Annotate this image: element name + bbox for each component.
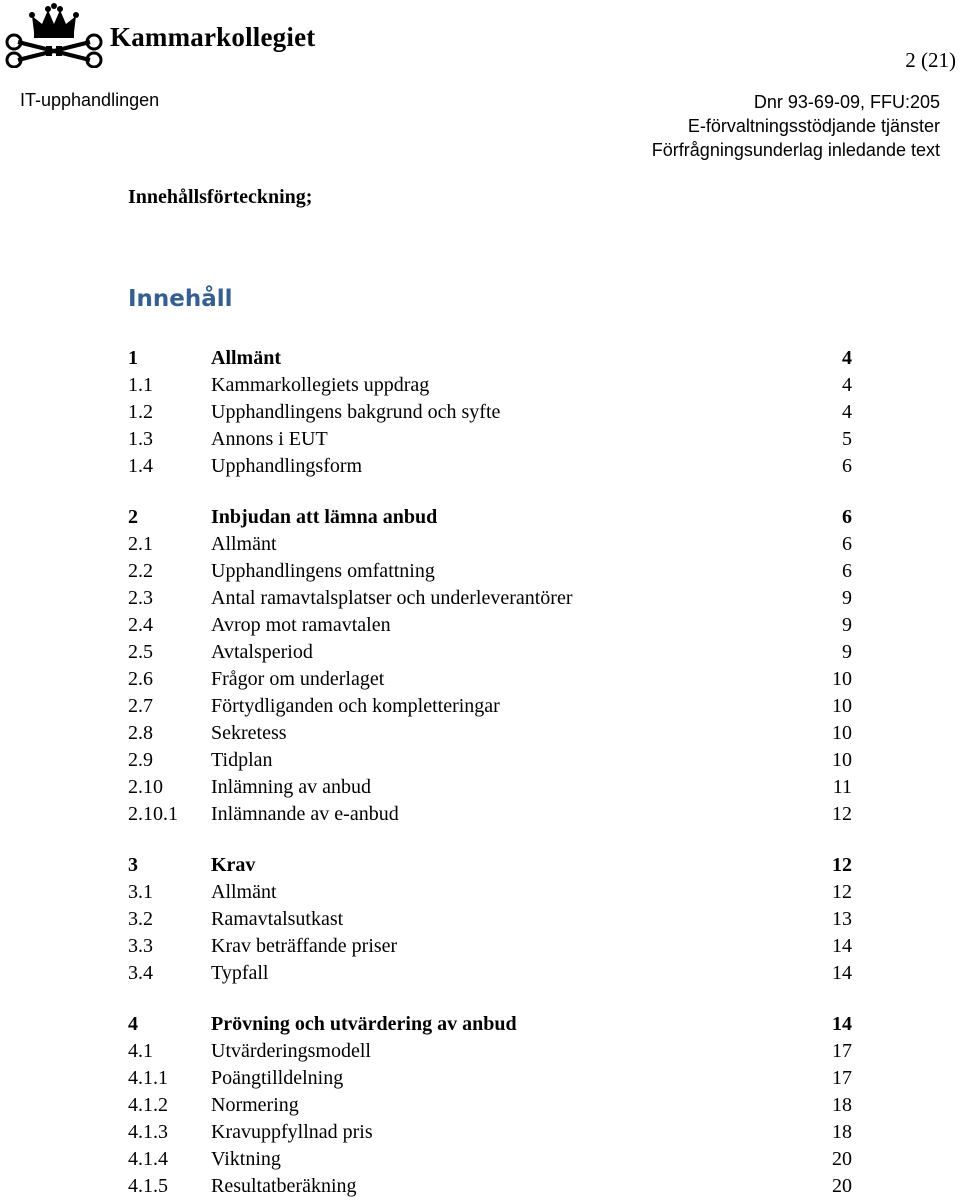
toc-entry-title: Krav bbox=[211, 854, 256, 876]
toc-entry-num: 3.1 bbox=[128, 881, 153, 903]
toc-entry-num: 3 bbox=[128, 854, 138, 876]
toc-entry[interactable] bbox=[128, 531, 852, 558]
toc-entry-page: 17 bbox=[832, 1067, 852, 1089]
contents-title: Innehåll bbox=[128, 286, 233, 312]
toc-entry-page: 12 bbox=[832, 854, 852, 876]
toc-entry[interactable] bbox=[128, 879, 852, 906]
toc-entry-page: 4 bbox=[842, 401, 852, 423]
kammarkollegiet-logo bbox=[4, 2, 315, 68]
toc-entry-page: 20 bbox=[832, 1175, 852, 1197]
toc-entry[interactable] bbox=[128, 1146, 852, 1173]
toc-entry-page: 10 bbox=[832, 668, 852, 690]
toc-entry[interactable] bbox=[128, 960, 852, 987]
toc-entry-num: 3.4 bbox=[128, 962, 153, 984]
toc-entry-title: Inlämning av anbud bbox=[211, 776, 371, 798]
toc-entry-page: 4 bbox=[842, 347, 852, 369]
toc-entry-num: 2.7 bbox=[128, 695, 153, 717]
toc-entry[interactable] bbox=[128, 774, 852, 801]
table-of-contents bbox=[128, 345, 852, 1200]
toc-entry-num: 2.10.1 bbox=[128, 803, 178, 825]
toc-entry-page: 6 bbox=[842, 506, 852, 528]
toc-entry-title: Typfall bbox=[211, 962, 269, 984]
toc-entry[interactable] bbox=[128, 1065, 852, 1092]
header-right-block bbox=[652, 90, 940, 162]
logo-text: Kammarkollegiet bbox=[110, 21, 316, 52]
toc-entry[interactable] bbox=[128, 1092, 852, 1119]
toc-entry[interactable] bbox=[128, 693, 852, 720]
toc-entry-title: Inlämnande av e-anbud bbox=[211, 803, 399, 825]
toc-entry-page: 10 bbox=[832, 695, 852, 717]
toc-entry[interactable] bbox=[128, 747, 852, 774]
header-dnr: Dnr 93-69-09, FFU:205 bbox=[753, 92, 940, 112]
toc-entry[interactable] bbox=[128, 1038, 852, 1065]
page-number: 2 (21) bbox=[905, 48, 956, 72]
toc-entry[interactable] bbox=[128, 852, 852, 879]
toc-entry[interactable] bbox=[128, 906, 852, 933]
toc-entry-title: Kravuppfyllnad pris bbox=[211, 1121, 373, 1143]
toc-entry-title: Upphandlingens omfattning bbox=[211, 560, 435, 582]
toc-entry-num: 3.3 bbox=[128, 935, 153, 957]
toc-entry-num: 2.3 bbox=[128, 587, 153, 609]
toc-entry-page: 14 bbox=[832, 1013, 852, 1035]
toc-entry-title: Förtydliganden och kompletteringar bbox=[211, 695, 500, 717]
toc-entry-title: Annons i EUT bbox=[211, 428, 328, 450]
toc-entry-num: 3.2 bbox=[128, 908, 153, 930]
toc-entry[interactable] bbox=[128, 666, 852, 693]
toc-entry-title: Allmänt bbox=[211, 347, 281, 369]
toc-entry-page: 17 bbox=[832, 1040, 852, 1062]
toc-entry-title: Normering bbox=[211, 1094, 299, 1116]
toc-entry-page: 10 bbox=[832, 722, 852, 744]
toc-entry-num: 2.10 bbox=[128, 776, 163, 798]
toc-entry[interactable] bbox=[128, 1173, 852, 1200]
toc-entry-num: 4.1 bbox=[128, 1040, 153, 1062]
toc-entry[interactable] bbox=[128, 399, 852, 426]
toc-entry-page: 6 bbox=[842, 455, 852, 477]
toc-entry-page: 14 bbox=[832, 935, 852, 957]
toc-entry-page: 18 bbox=[832, 1094, 852, 1116]
toc-entry-title: Upphandlingsform bbox=[211, 455, 363, 477]
toc-entry-page: 18 bbox=[832, 1121, 852, 1143]
toc-entry-page: 9 bbox=[842, 587, 852, 609]
toc-entry-num: 2.1 bbox=[128, 533, 153, 555]
toc-entry-title: Poängtilldelning bbox=[211, 1067, 344, 1089]
toc-entry-num: 1.3 bbox=[128, 428, 153, 450]
toc-entry-title: Allmänt bbox=[211, 533, 277, 555]
toc-entry-title: Avrop mot ramavtalen bbox=[211, 614, 391, 636]
toc-entry-num: 4.1.1 bbox=[128, 1067, 168, 1089]
toc-entry-title: Inbjudan att lämna anbud bbox=[211, 506, 438, 528]
toc-entry-num: 1.1 bbox=[128, 374, 153, 396]
toc-entry[interactable] bbox=[128, 453, 852, 480]
toc-entry-num: 4.1.4 bbox=[128, 1148, 168, 1170]
toc-entry-page: 13 bbox=[832, 908, 852, 930]
toc-entry-num: 4.1.2 bbox=[128, 1094, 168, 1116]
toc-entry-page: 20 bbox=[832, 1148, 852, 1170]
toc-entry[interactable] bbox=[128, 372, 852, 399]
header-document-type: Förfrågningsunderlag inledande text bbox=[651, 140, 940, 160]
toc-entry[interactable] bbox=[128, 801, 852, 828]
toc-entry-title: Frågor om underlaget bbox=[211, 668, 385, 690]
header-subject: E-förvaltningsstödjande tjänster bbox=[687, 116, 940, 136]
toc-entry[interactable] bbox=[128, 933, 852, 960]
toc-heading: Innehållsförteckning; bbox=[128, 186, 313, 208]
toc-entry-page: 9 bbox=[842, 641, 852, 663]
toc-entry[interactable] bbox=[128, 1011, 852, 1038]
toc-entry-num: 4.1.3 bbox=[128, 1121, 168, 1143]
toc-entry-num: 1.4 bbox=[128, 455, 153, 477]
toc-entry-page: 12 bbox=[832, 803, 852, 825]
toc-entry-num: 4.1.5 bbox=[128, 1175, 168, 1197]
toc-entry-num: 4 bbox=[128, 1013, 138, 1035]
toc-entry[interactable] bbox=[128, 585, 852, 612]
toc-entry-page: 5 bbox=[842, 428, 852, 450]
toc-entry-num: 2.2 bbox=[128, 560, 153, 582]
toc-entry-page: 10 bbox=[832, 749, 852, 771]
toc-entry-num: 2 bbox=[128, 506, 138, 528]
toc-entry-page: 14 bbox=[832, 962, 852, 984]
toc-entry-title: Krav beträffande priser bbox=[211, 935, 398, 957]
toc-entry[interactable] bbox=[128, 612, 852, 639]
toc-entry-num: 2.4 bbox=[128, 614, 153, 636]
toc-entry-page: 9 bbox=[842, 614, 852, 636]
crown-keys-emblem-icon bbox=[4, 2, 104, 68]
toc-entry-title: Ramavtalsutkast bbox=[211, 908, 344, 930]
header-left-label: IT-upphandlingen bbox=[20, 90, 160, 110]
toc-entry-title: Sekretess bbox=[211, 722, 287, 744]
toc-entry-page: 4 bbox=[842, 374, 852, 396]
toc-entry-title: Resultatberäkning bbox=[211, 1175, 357, 1197]
toc-entry-title: Utvärderingsmodell bbox=[211, 1040, 371, 1062]
toc-entry-title: Avtalsperiod bbox=[211, 641, 313, 663]
toc-entry-num: 2.6 bbox=[128, 668, 153, 690]
toc-entry-num: 1.2 bbox=[128, 401, 153, 423]
toc-entry-num: 2.9 bbox=[128, 749, 153, 771]
toc-entry[interactable] bbox=[128, 720, 852, 747]
toc-entry-title: Antal ramavtalsplatser och underleverantörer bbox=[211, 587, 573, 609]
toc-entry[interactable] bbox=[128, 504, 852, 531]
toc-entry[interactable] bbox=[128, 639, 852, 666]
toc-entry-page: 6 bbox=[842, 533, 852, 555]
toc-entry-num: 1 bbox=[128, 347, 138, 369]
toc-entry-page: 11 bbox=[832, 776, 852, 798]
toc-entry-title: Prövning och utvärdering av anbud bbox=[211, 1013, 517, 1035]
toc-entry-title: Viktning bbox=[211, 1148, 281, 1170]
toc-entry-page: 6 bbox=[842, 560, 852, 582]
toc-entry-title: Kammarkollegiets uppdrag bbox=[211, 374, 430, 396]
toc-entry[interactable] bbox=[128, 558, 852, 585]
toc-entry[interactable] bbox=[128, 426, 852, 453]
toc-entry-num: 2.5 bbox=[128, 641, 153, 663]
toc-entry-num: 2.8 bbox=[128, 722, 153, 744]
toc-entry-title: Allmänt bbox=[211, 881, 277, 903]
toc-entry[interactable] bbox=[128, 345, 852, 372]
toc-entry-title: Tidplan bbox=[211, 749, 273, 771]
toc-entry-page: 12 bbox=[832, 881, 852, 903]
toc-entry-title: Upphandlingens bakgrund och syfte bbox=[211, 401, 501, 423]
toc-entry[interactable] bbox=[128, 1119, 852, 1146]
